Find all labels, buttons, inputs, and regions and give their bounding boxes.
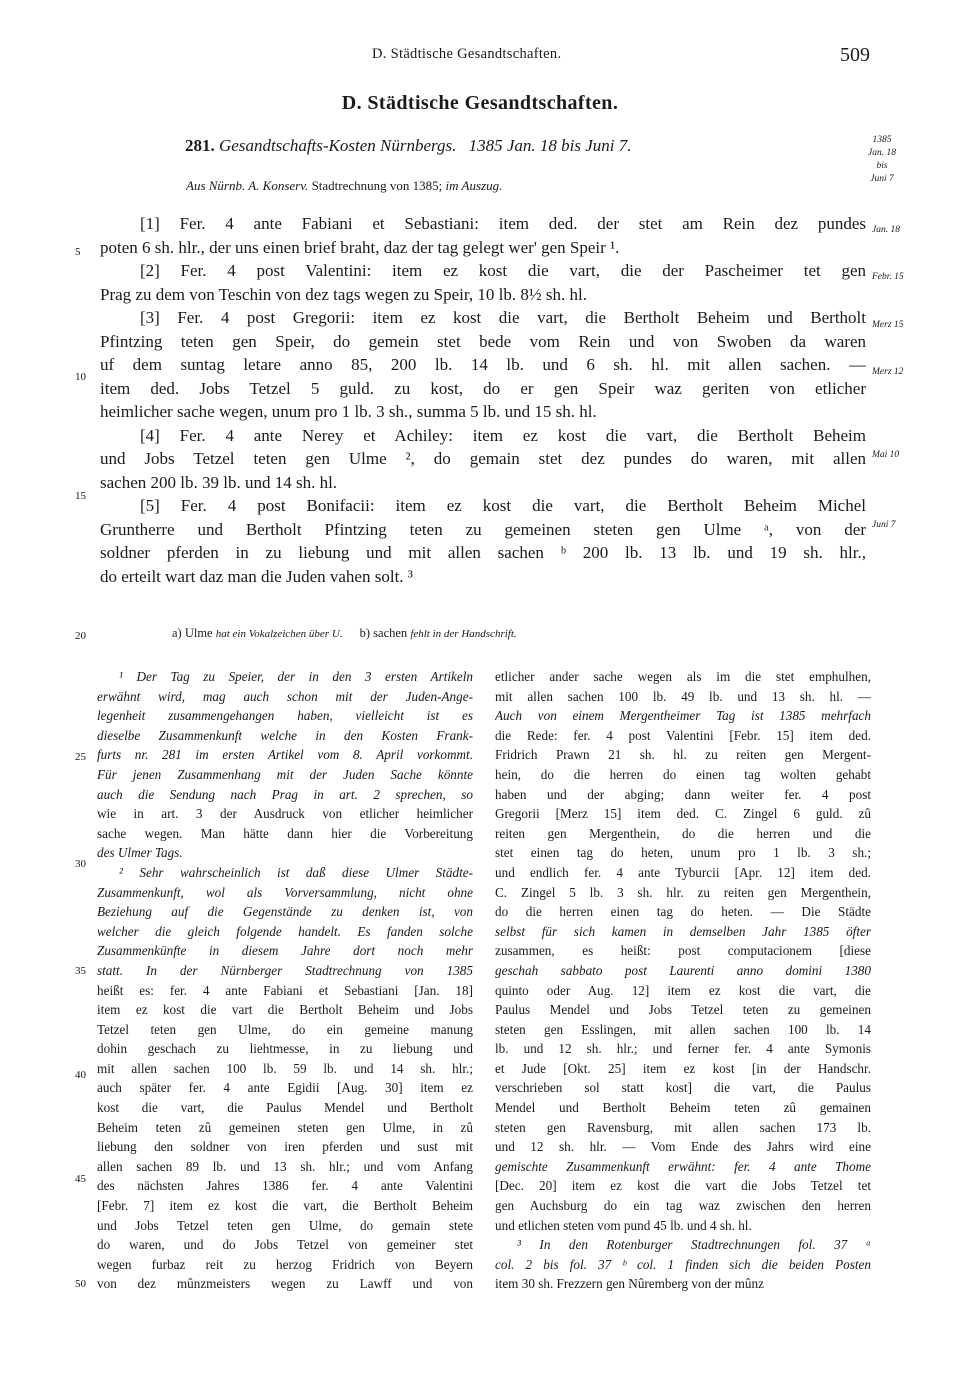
- footnote-line: Zusammenkunft, wol als Vorversammlung, nicht ohne: [97, 884, 473, 900]
- main-line: [1] Fer. 4 ante Fabiani et Sebastiani: item ded. der stet am Rein dez pundes: [140, 214, 866, 233]
- main-line: poten 6 sh. hlr., der uns einen brief braht, daz der tag gelegt wer' gen Speir ¹.: [100, 237, 620, 257]
- line-number: 45: [75, 1173, 86, 1185]
- margin-range-start: Jan. 18: [868, 148, 896, 158]
- footnote-line: col. 2 bis fol. 37 ᵇ col. 1 finden sich die beiden Posten: [495, 1256, 871, 1272]
- footnote-line: reiten gen Mergenthein, do die herren und die: [495, 825, 871, 841]
- main-line: soldner pferden in zu liebung und mit allen sachen ᵇ 200 lb. 13 lb. und 19 sh. hlr.,: [100, 543, 866, 562]
- document-number: 281.: [185, 136, 215, 155]
- margin-date-range: [862, 134, 902, 186]
- main-line: [3] Fer. 4 post Gregorii: item ez kost die vart, die Bertholt Beheim und Bertholt: [140, 308, 866, 327]
- footnote-line: ² Sehr wahrscheinlich ist daß diese Ulmer Städte-: [119, 864, 473, 880]
- footnote-line: die Rede: fer. 4 post Valentini [Febr. 15] item ded.: [495, 727, 871, 743]
- footnote-line: welcher die gleich folgende handelt. Es fanden solche: [97, 923, 473, 939]
- footnote-line: quinto oder Aug. 12] item ez kost die vart, die: [495, 982, 871, 998]
- footnote-line: haben und der abging; dann weiter fer. 4 post: [495, 786, 871, 802]
- line-number: 15: [75, 490, 86, 502]
- source-archive: Aus Nürnb. A. Konserv.: [186, 178, 309, 193]
- document-title: Gesandtschafts-Kosten Nürnbergs.: [219, 136, 457, 155]
- document-date: 1385 Jan. 18 bis Juni 7.: [468, 136, 632, 155]
- footnote-line: dieselbe Zusammenkunft welche in den Kosten Frank-: [97, 727, 473, 743]
- apparatus-a-note: hat ein Vokalzeichen über U.: [215, 628, 343, 640]
- footnote-line: selbst für sich kamen in demselben Jahr 1385 öfter: [495, 923, 871, 939]
- footnote-line: allen sachen 89 lb. und 13 sh. hlr.; und vom Anfang: [97, 1158, 473, 1174]
- main-line: Pfintzing teten gen Speir, do gemein stet bede vom Rein und von Swoben da waren: [100, 331, 866, 351]
- main-line: [5] Fer. 4 post Bonifacii: item ez kost die vart, die Bertholt Beheim Michel: [140, 496, 866, 515]
- footnote-line: et Jude [Okt. 25] item ez kost [in der Handschr.: [495, 1060, 871, 1076]
- footnote-line: legenheit zusammengehangen haben, vielleicht ist es: [97, 708, 473, 724]
- footnote-line: hein, do die herren do einen tag wolten gehabt: [495, 766, 871, 782]
- margin-date: Merz 15: [872, 320, 904, 330]
- footnote-line: Fridrich Prawn 21 sh. hl. zu reiten gen Mergent-: [495, 747, 871, 763]
- main-line: und Jobs Tetzel teten gen Ulme ², do gemain stet dez pundes do waren, mit allen: [100, 449, 866, 468]
- footnote-line: [Febr. 7] item ez kost die vart, die Bertholt Beheim: [97, 1198, 473, 1214]
- footnote-line: Tetzel teten gen Ulme, do ein gemeine manung: [97, 1021, 473, 1037]
- main-line: heimlicher sache wegen, unum pro 1 lb. 3 sh., summa 5 lb. und 15 sh. hl.: [100, 402, 597, 421]
- footnote-line: und etlichen steten vom pund 45 lb. und 4 sh. hl.: [495, 1217, 752, 1233]
- footnote-line: dohin geschach zu liehtmesse, in zu liebung und: [97, 1041, 473, 1057]
- footnote-line: des Ulmer Tags.: [97, 845, 183, 861]
- document-heading: [185, 136, 632, 156]
- footnote-line: geschah sabbato post Laurenti anno domini 1380: [495, 962, 871, 978]
- line-number: 20: [75, 630, 86, 642]
- line-number: 40: [75, 1069, 86, 1081]
- footnote-line: do die herren einen tag do heten. — Die Städte: [495, 904, 871, 920]
- footnote-line: Für jenen Zusammenhang mit der Juden Sache könnte: [97, 766, 473, 782]
- footnote-line: Gregorii [Merz 15] item ded. C. Zingel 6 guld. zû: [495, 806, 871, 822]
- margin-range-year: 1385: [872, 135, 892, 145]
- main-line: uf dem suntag letare anno 85, 200 lb. 14 lb. und 6 sh. hl. mit allen sachen. —: [100, 355, 866, 374]
- line-number: 25: [75, 751, 86, 763]
- line-number: 35: [75, 965, 86, 977]
- margin-date: Juni 7: [872, 520, 896, 530]
- document-source: [186, 178, 502, 194]
- margin-date: Merz 12: [872, 367, 904, 377]
- footnote-line: und 12 sh. hlr. — Vom Ende des Jahrs wird eine: [495, 1139, 871, 1155]
- footnote-line: item ez kost die vart die Bertholt Beheim und Jobs: [97, 1002, 473, 1018]
- margin-date: Jan. 18: [872, 225, 900, 235]
- footnote-line: [Dec. 20] item ez kost die vart die Jobs Tetzel tet: [495, 1178, 871, 1194]
- footnote-line: Paulus Mendel und Jobs Tetzel teten zu gemeinen: [495, 1002, 871, 1018]
- margin-range-end: Juni 7: [870, 174, 894, 184]
- footnote-line: Auch von einem Mergentheimer Tag ist 1385 mehrfach: [495, 708, 871, 724]
- line-number: 10: [75, 371, 86, 383]
- running-head: D. Städtische Gesandtschaften.: [372, 46, 562, 62]
- source-text: Stadtrechnung von 1385;: [311, 178, 443, 193]
- footnote-line: kost die vart, die Paulus Mendel und Bertholt: [97, 1100, 473, 1116]
- critical-apparatus: [172, 626, 517, 641]
- main-line: [2] Fer. 4 post Valentini: item ez kost die vart, die der Pascheimer tet gen: [140, 261, 866, 280]
- footnote-line: des nächsten Jahres 1386 fer. 4 ante Valentini: [97, 1178, 473, 1194]
- footnote-line: Beheim teten zû gemeinen steten gen Ulme, in zû: [97, 1119, 473, 1135]
- footnote-line: C. Zingel 5 lb. 3 sh. hlr. zu reiten gen Mergenthein,: [495, 884, 871, 900]
- main-text: [100, 212, 866, 588]
- main-line: do erteilt wart daz man die Juden vahen solt. ³: [100, 566, 413, 586]
- main-line: item ded. Jobs Tetzel 5 guld. zu kost, do er gen Speir waz geriten von etlicher: [100, 378, 866, 398]
- main-line: Prag zu dem von Teschin von dez tags wegen zu Speir, 10 lb. 8½ sh. hl.: [100, 284, 587, 304]
- footnote-line: verschrieben sol statt kost] die vart, die Paulus: [495, 1080, 871, 1096]
- footnote-line: Beziehung auf die Gegenstände zu denken ist, von: [97, 904, 473, 920]
- apparatus-b-label: b) sachen: [359, 626, 408, 640]
- footnote-line: von dez mûnzmeisters wegen zu Lawff und von: [97, 1276, 473, 1292]
- footnote-line: lb. und 12 sh. hlr.; und ferner fer. 4 ante Symonis: [495, 1041, 871, 1057]
- footnote-line: ¹ Der Tag zu Speier, der in den 3 ersten Artikeln: [119, 669, 473, 684]
- line-number: 30: [75, 858, 86, 870]
- section-title: D. Städtische Gesandtschaften.: [341, 92, 619, 114]
- line-number: 5: [75, 246, 81, 258]
- page-number: 509: [840, 44, 870, 66]
- apparatus-a-label: a) Ulme: [172, 626, 213, 640]
- footnote-line: do waren, und do Jobs Tetzel von gemeiner stet: [97, 1237, 473, 1253]
- footnote-line: mit allen sachen 100 lb. 49 lb. und 13 sh. hl. —: [495, 688, 871, 704]
- footnote-line: gen Auchsburg do ein tag waz zwischen den herren: [495, 1198, 871, 1214]
- footnote-line: zusammen, es heißt: post computacionem [diese: [495, 943, 871, 959]
- footnote-line: gemischte Zusammenkunft erwähnt: fer. 4 ante Thome: [495, 1158, 871, 1174]
- footnote-line: auch später fer. 4 ante Egidii [Aug. 30] item ez: [97, 1080, 473, 1096]
- footnote-line: heißt es: fer. 4 ante Fabiani et Sebastiani [Jan. 18]: [97, 982, 473, 998]
- margin-date: Mai 10: [872, 450, 900, 460]
- margin-date: Febr. 15: [872, 272, 904, 282]
- footnote-line: stet einen tag do heten, unum pro 1 lb. 3 sh.;: [495, 845, 871, 861]
- footnote-line: mit allen sachen 100 lb. 59 lb. und 14 sh. hlr.;: [97, 1060, 473, 1076]
- footnote-line: etlicher ander sache wegen als im die stet emphulhen,: [495, 669, 871, 684]
- footnote-line: furts nr. 281 im ersten Artikel vom 8. April vorkommt.: [97, 747, 473, 763]
- footnote-line: liebung den soldner von iren pferden und sust mit: [97, 1139, 473, 1155]
- footnote-line: wegen furbaz reit zu herzog Fridrich von Beyern: [97, 1256, 473, 1272]
- apparatus-b-note: fehlt in der Handschrift.: [410, 628, 517, 640]
- footnote-line: steten gen Ravensburg, mit allen sachen 173 lb.: [495, 1119, 871, 1135]
- footnote-line: Zusammenkünfte in diesem Jahre dort noch mehr: [97, 943, 473, 959]
- footnote-line: und Jobs Tetzel teten gen Ulme, do gemain stete: [97, 1217, 473, 1233]
- footnote-column-right: [495, 667, 871, 1294]
- main-line: [4] Fer. 4 ante Nerey et Achiley: item ez kost die vart, die Bertholt Beheim: [140, 425, 866, 445]
- footnote-line: statt. In der Nürnberger Stadtrechnung von 1385: [97, 962, 473, 978]
- main-line: Gruntherre und Bertholt Pfintzing teten zu gemeinen steten gen Ulme ᵃ, von der: [100, 519, 866, 539]
- footnote-line: item 30 sh. Frezzern gen Nûremberg von der mûnz: [495, 1276, 764, 1292]
- footnote-line: erwähnt wird, mag auch schon mit der Juden-Ange-: [97, 688, 473, 704]
- footnote-line: und endlich fer. 4 ante Tyburcii [Apr. 12] item ded.: [495, 864, 871, 880]
- footnote-line: Mendel und Bertholt Beheim teten zû gemainen: [495, 1100, 871, 1116]
- footnote-line: ³ In den Rotenburger Stadtrechnungen fol. 37 ᵃ: [517, 1237, 871, 1253]
- footnote-line: sache wegen. Man hätte dann hier die Vorbereitung: [97, 825, 473, 841]
- footnote-line: steten gen Esslingen, mit allen sachen 100 lb. 14: [495, 1021, 871, 1037]
- footnote-line: wie in art. 3 der Ausdruck von etlicher heimlicher: [97, 806, 473, 822]
- source-note: im Auszug.: [445, 178, 503, 193]
- footnote-line: auch die Sendung nach Prag in art. 2 sprechen, so: [97, 786, 473, 802]
- margin-range-bis: bis: [876, 161, 888, 171]
- main-line: sachen 200 lb. 39 lb. und 14 sh. hl.: [100, 472, 338, 492]
- footnote-column-left: [97, 667, 473, 1294]
- line-number: 50: [75, 1278, 86, 1290]
